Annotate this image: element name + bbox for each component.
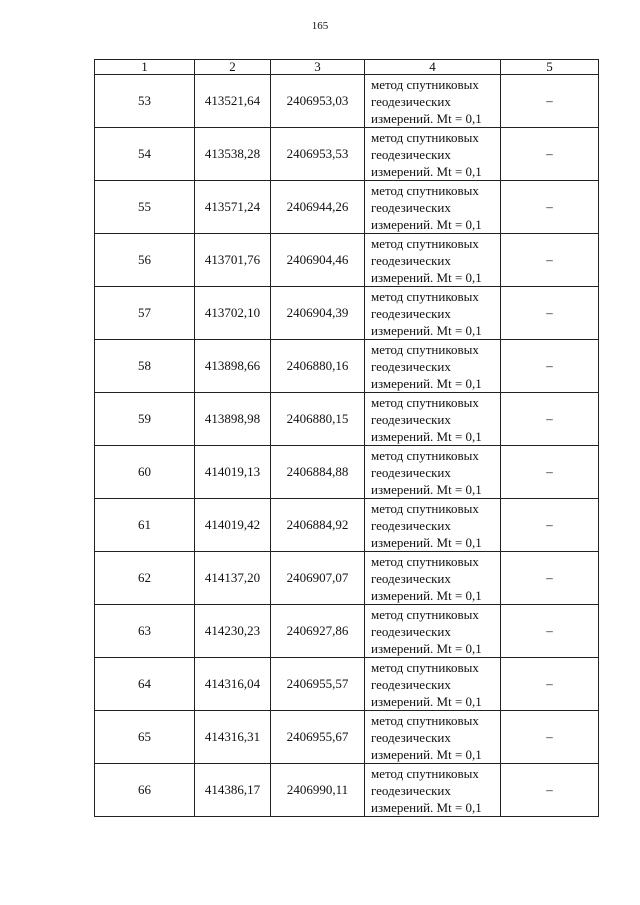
point-number-cell: 54 xyxy=(95,128,195,181)
x-coordinate-cell: 414316,31 xyxy=(195,711,271,764)
x-coordinate-cell: 413702,10 xyxy=(195,287,271,340)
method-text-line: метод спутниковых xyxy=(371,76,479,92)
y-coordinate-cell: 2406944,26 xyxy=(271,181,365,234)
note-cell: – xyxy=(501,75,599,128)
note-cell: – xyxy=(501,764,599,817)
header-col-5: 5 xyxy=(501,60,599,75)
x-coordinate-cell: 414019,13 xyxy=(195,446,271,499)
method-text-line: измерений. Mt = 0,1 xyxy=(371,481,482,497)
method-text-line: измерений. Mt = 0,1 xyxy=(371,269,482,285)
y-coordinate-cell: 2406884,88 xyxy=(271,446,365,499)
method-text-line: геодезических xyxy=(371,782,451,798)
method-text-line: геодезических xyxy=(371,252,451,268)
x-coordinate-cell: 414386,17 xyxy=(195,764,271,817)
method-text-line: измерений. Mt = 0,1 xyxy=(371,693,482,709)
method-cell xyxy=(365,128,501,181)
x-coordinate-cell: 413701,76 xyxy=(195,234,271,287)
table-row xyxy=(95,764,599,817)
point-number-cell: 62 xyxy=(95,552,195,605)
coordinates-table xyxy=(94,59,599,817)
method-text-line: измерений. Mt = 0,1 xyxy=(371,746,482,762)
y-coordinate-cell: 2406955,57 xyxy=(271,658,365,711)
method-text-line: метод спутниковых xyxy=(371,341,479,357)
method-text-line: измерений. Mt = 0,1 xyxy=(371,375,482,391)
method-text-line: измерений. Mt = 0,1 xyxy=(371,428,482,444)
y-coordinate-cell: 2406953,53 xyxy=(271,128,365,181)
method-cell xyxy=(365,340,501,393)
point-number-cell: 64 xyxy=(95,658,195,711)
method-text-line: геодезических xyxy=(371,358,451,374)
point-number-cell: 59 xyxy=(95,393,195,446)
method-text-line: измерений. Mt = 0,1 xyxy=(371,322,482,338)
y-coordinate-cell: 2406953,03 xyxy=(271,75,365,128)
point-number-cell: 60 xyxy=(95,446,195,499)
y-coordinate-cell: 2406904,46 xyxy=(271,234,365,287)
note-cell: – xyxy=(501,234,599,287)
method-cell xyxy=(365,234,501,287)
method-text-line: метод спутниковых xyxy=(371,394,479,410)
x-coordinate-cell: 414230,23 xyxy=(195,605,271,658)
header-col-4: 4 xyxy=(365,60,501,75)
header-col-3: 3 xyxy=(271,60,365,75)
note-cell: – xyxy=(501,128,599,181)
point-number-cell: 55 xyxy=(95,181,195,234)
y-coordinate-cell: 2406907,07 xyxy=(271,552,365,605)
y-coordinate-cell: 2406927,86 xyxy=(271,605,365,658)
method-text-line: метод спутниковых xyxy=(371,712,479,728)
method-text-line: измерений. Mt = 0,1 xyxy=(371,587,482,603)
method-text-line: измерений. Mt = 0,1 xyxy=(371,110,482,126)
table-row xyxy=(95,128,599,181)
method-text-line: измерений. Mt = 0,1 xyxy=(371,216,482,232)
method-cell xyxy=(365,605,501,658)
method-text-line: метод спутниковых xyxy=(371,129,479,145)
point-number-cell: 65 xyxy=(95,711,195,764)
table-row xyxy=(95,75,599,128)
method-cell xyxy=(365,446,501,499)
note-cell: – xyxy=(501,181,599,234)
method-text-line: геодезических xyxy=(371,623,451,639)
method-cell xyxy=(365,181,501,234)
y-coordinate-cell: 2406904,39 xyxy=(271,287,365,340)
method-text-line: измерений. Mt = 0,1 xyxy=(371,799,482,815)
note-cell: – xyxy=(501,393,599,446)
table-row xyxy=(95,234,599,287)
x-coordinate-cell: 414316,04 xyxy=(195,658,271,711)
x-coordinate-cell: 414019,42 xyxy=(195,499,271,552)
table-header xyxy=(95,60,599,75)
x-coordinate-cell: 413898,98 xyxy=(195,393,271,446)
y-coordinate-cell: 2406955,67 xyxy=(271,711,365,764)
method-cell xyxy=(365,552,501,605)
point-number-cell: 61 xyxy=(95,499,195,552)
method-text-line: геодезических xyxy=(371,464,451,480)
table-row xyxy=(95,711,599,764)
x-coordinate-cell: 413571,24 xyxy=(195,181,271,234)
method-text-line: геодезических xyxy=(371,146,451,162)
point-number-cell: 53 xyxy=(95,75,195,128)
method-text-line: метод спутниковых xyxy=(371,447,479,463)
note-cell: – xyxy=(501,552,599,605)
note-cell: – xyxy=(501,711,599,764)
y-coordinate-cell: 2406990,11 xyxy=(271,764,365,817)
point-number-cell: 66 xyxy=(95,764,195,817)
method-text-line: геодезических xyxy=(371,570,451,586)
note-cell: – xyxy=(501,287,599,340)
note-cell: – xyxy=(501,605,599,658)
method-text-line: геодезических xyxy=(371,199,451,215)
method-text-line: геодезических xyxy=(371,729,451,745)
page-number: 165 xyxy=(311,20,329,32)
table-row xyxy=(95,446,599,499)
y-coordinate-cell: 2406884,92 xyxy=(271,499,365,552)
x-coordinate-cell: 413538,28 xyxy=(195,128,271,181)
table-row xyxy=(95,552,599,605)
table-row xyxy=(95,499,599,552)
method-text-line: метод спутниковых xyxy=(371,765,479,781)
note-cell: – xyxy=(501,340,599,393)
table-row xyxy=(95,658,599,711)
method-cell xyxy=(365,711,501,764)
x-coordinate-cell: 413521,64 xyxy=(195,75,271,128)
method-text-line: геодезических xyxy=(371,305,451,321)
method-text-line: метод спутниковых xyxy=(371,500,479,516)
method-text-line: метод спутниковых xyxy=(371,235,479,251)
method-text-line: измерений. Mt = 0,1 xyxy=(371,163,482,179)
note-cell: – xyxy=(501,446,599,499)
method-text-line: метод спутниковых xyxy=(371,182,479,198)
method-text-line: измерений. Mt = 0,1 xyxy=(371,640,482,656)
header-col-2: 2 xyxy=(195,60,271,75)
method-text-line: метод спутниковых xyxy=(371,288,479,304)
method-text-line: геодезических xyxy=(371,676,451,692)
table-row xyxy=(95,287,599,340)
table-body xyxy=(95,75,599,817)
x-coordinate-cell: 413898,66 xyxy=(195,340,271,393)
method-text-line: геодезических xyxy=(371,411,451,427)
method-text-line: геодезических xyxy=(371,93,451,109)
method-text-line: метод спутниковых xyxy=(371,553,479,569)
note-cell: – xyxy=(501,658,599,711)
y-coordinate-cell: 2406880,16 xyxy=(271,340,365,393)
point-number-cell: 58 xyxy=(95,340,195,393)
method-cell xyxy=(365,287,501,340)
method-cell xyxy=(365,658,501,711)
method-cell xyxy=(365,75,501,128)
header-col-1: 1 xyxy=(95,60,195,75)
point-number-cell: 57 xyxy=(95,287,195,340)
method-text-line: измерений. Mt = 0,1 xyxy=(371,534,482,550)
method-text-line: метод спутниковых xyxy=(371,606,479,622)
method-cell xyxy=(365,393,501,446)
y-coordinate-cell: 2406880,15 xyxy=(271,393,365,446)
table-row xyxy=(95,393,599,446)
point-number-cell: 63 xyxy=(95,605,195,658)
method-cell xyxy=(365,764,501,817)
point-number-cell: 56 xyxy=(95,234,195,287)
header-row xyxy=(95,60,599,75)
table-row xyxy=(95,181,599,234)
method-text-line: метод спутниковых xyxy=(371,659,479,675)
table-row xyxy=(95,605,599,658)
table-row xyxy=(95,340,599,393)
method-cell xyxy=(365,499,501,552)
x-coordinate-cell: 414137,20 xyxy=(195,552,271,605)
note-cell: – xyxy=(501,499,599,552)
method-text-line: геодезических xyxy=(371,517,451,533)
